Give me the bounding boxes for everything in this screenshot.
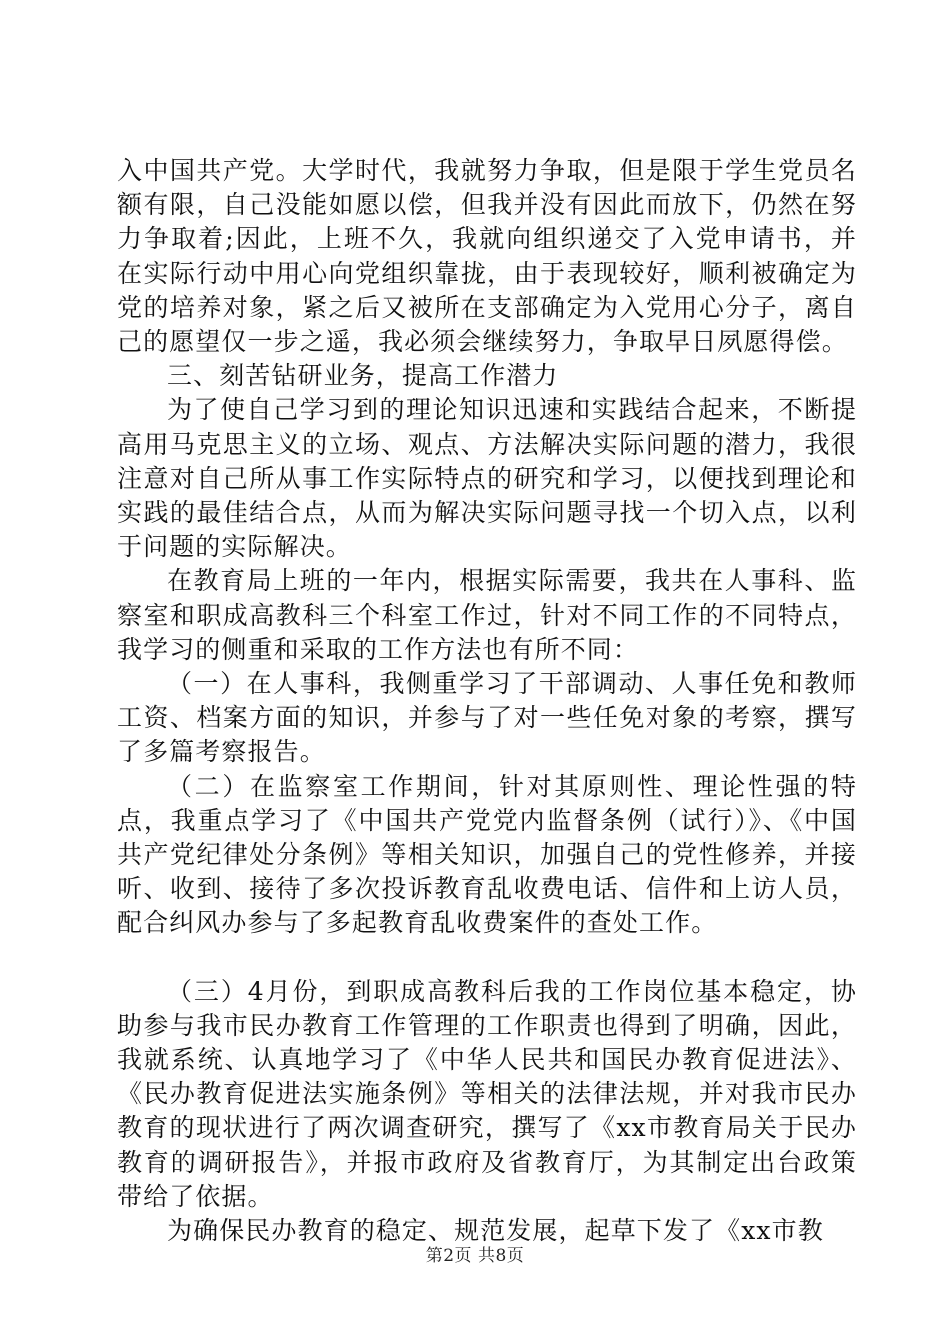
paragraph-6: （二）在监察室工作期间，针对其原则性、理论性强的特点，我重点学习了《中国共产党党内监督条例（试行）》、《中国共产党纪律处分条例》等相关知识，加强自己的党性修养，并接听、收到、接待了多次投诉教育乱收费电话、信件和上访人员，配合纠风办参与了多起教育乱收费案件的查处工作。 bbox=[117, 771, 857, 938]
paragraph-1: 入中国共产党。大学时代，我就努力争取，但是限于学生党员名额有限，自己没能如愿以偿，但我并没有因此而放下，仍然在努力争取着;因此，上班不久，我就向组织递交了入党申请书，并在实际行动中用心向党组织靠拢，由于表现较好，顺利被确定为党的培养对象，紧之后又被所在支部确定为入党用心分子，离自己的愿望仅一步之遥，我必须会继续努力，争取早日夙愿得偿。 bbox=[117, 156, 857, 357]
paragraph-7: （三）4月份，到职成高教科后我的工作岗位基本稳定，协助参与我市民办教育工作管理的工作职责也得到了明确，因此，我就系统、认真地学习了《中华人民共和国民办教育促进法》、《民办教育促进法实施条例》等相关的法律法规，并对我市民办教育的现状进行了两次调查研究，撰写了《xx市教育局关于民办教育的调研报告》，并报市政府及省教育厅，为其制定出台政策带给了依据。 bbox=[117, 976, 857, 1211]
paragraph-5: （一）在人事科，我侧重学习了干部调动、人事任免和教师工资、档案方面的知识，并参与了对一些任免对象的考察，撰写了多篇考察报告。 bbox=[117, 669, 857, 767]
paragraph-3: 为了使自己学习到的理论知识迅速和实践结合起来，不断提高用马克思主义的立场、观点、方法解决实际问题的潜力，我很注意对自己所从事工作实际特点的研究和学习，以便找到理论和实践的最佳结合点，从而为解决实际问题寻找一个切入点，以利于问题的实际解决。 bbox=[117, 395, 857, 562]
paragraph-8: 为确保民办教育的稳定、规范发展，起草下发了《xx市教 bbox=[167, 1216, 824, 1246]
paragraph-4: 在教育局上班的一年内，根据实际需要，我共在人事科、监察室和职成高教科三个科室工作过，针对不同工作的不同特点，我学习的侧重和采取的工作方法也有所不同： bbox=[117, 566, 857, 664]
document-body bbox=[117, 154, 857, 1248]
section-heading: 三、刻苦钻研业务，提高工作潜力 bbox=[167, 361, 559, 391]
page-footer: 第2页 共8页 bbox=[425, 1246, 525, 1266]
